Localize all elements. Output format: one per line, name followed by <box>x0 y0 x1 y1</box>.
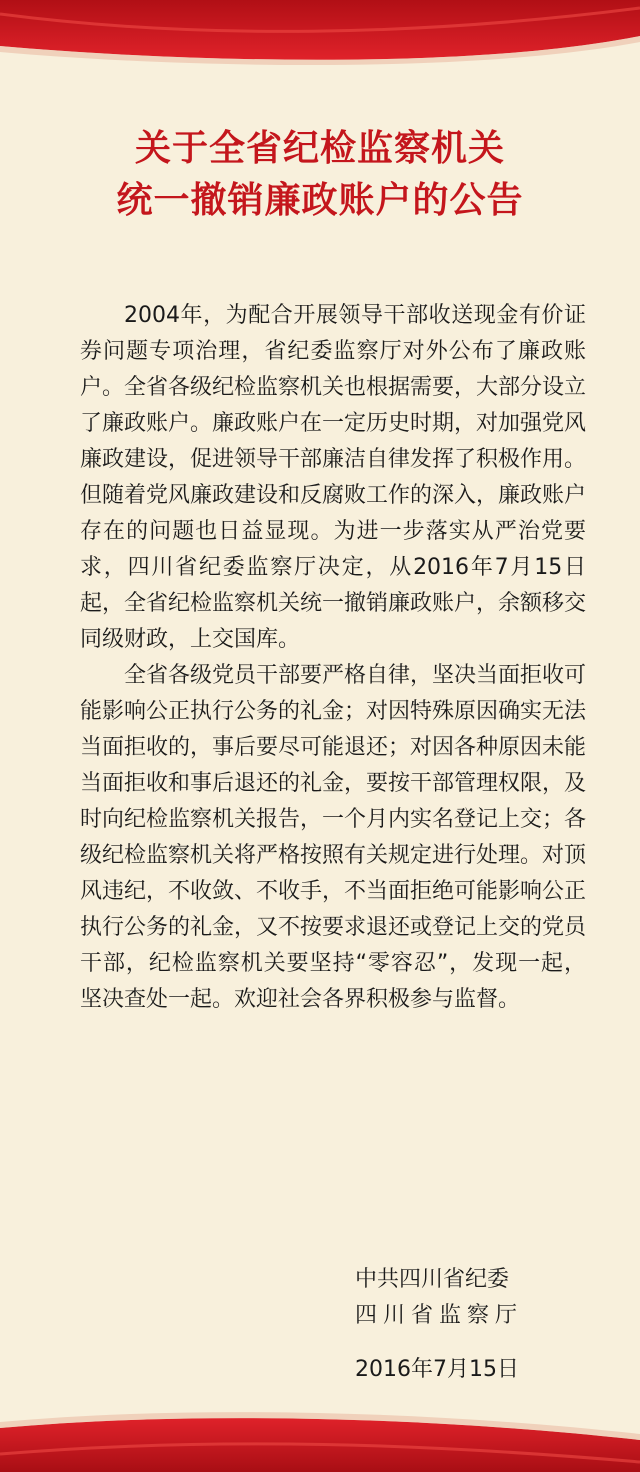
notice-title <box>0 122 640 226</box>
signature-date: 2016年7月15日 <box>355 1357 519 1382</box>
signature-org-1: 中共四川省纪委 <box>355 1267 510 1292</box>
signature-block <box>355 1262 523 1388</box>
paragraph-1: 2004年，为配合开展领导干部收送现金有价证券问题专项治理，省纪委监察厅对外公布了廉政账户。全省各级纪检监察机关也根据需要，大部分设立了廉政账户。廉政账户在一定历史时期，对加强党风廉政建设，促进领导干部廉洁自律发挥了积极作用。但随着党风廉政建设和反腐败工作的深入，廉政账户存在的问题也日益显现。为进一步落实从严治党要求，四川省纪委监察厅决定，从2016年7月15日起，全省纪检监察机关统一撤销廉政账户，余额移交同级财政，上交国库。 <box>80 303 587 652</box>
top-red-banner <box>0 0 640 80</box>
title-line-2: 统一撤销廉政账户的公告 <box>116 179 524 221</box>
signature-org-2: 四川省监察厅 <box>355 1303 524 1328</box>
paragraph-2: 全省各级党员干部要严格自律，坚决当面拒收可能影响公正执行公务的礼金；对因特殊原因确实无法当面拒收的，事后要尽可能退还；对因各种原因未能当面拒收和事后退还的礼金，要按干部管理权限，及时向纪检监察机关报告，一个月内实名登记上交；各级纪检监察机关将严格按照有关规定进行处理。对顶风违纪，不收敛、不收手，不当面拒绝可能影响公正执行公务的礼金，又不按要求退还或登记上交的党员干部，纪检监察机关要坚持“零容忍”，发现一起，坚决查处一起。欢迎社会各界积极参与监督。 <box>80 663 587 1012</box>
title-line-1: 关于全省纪检监察机关 <box>134 127 505 169</box>
bottom-red-banner <box>0 1392 640 1472</box>
notice-body <box>80 298 586 1018</box>
